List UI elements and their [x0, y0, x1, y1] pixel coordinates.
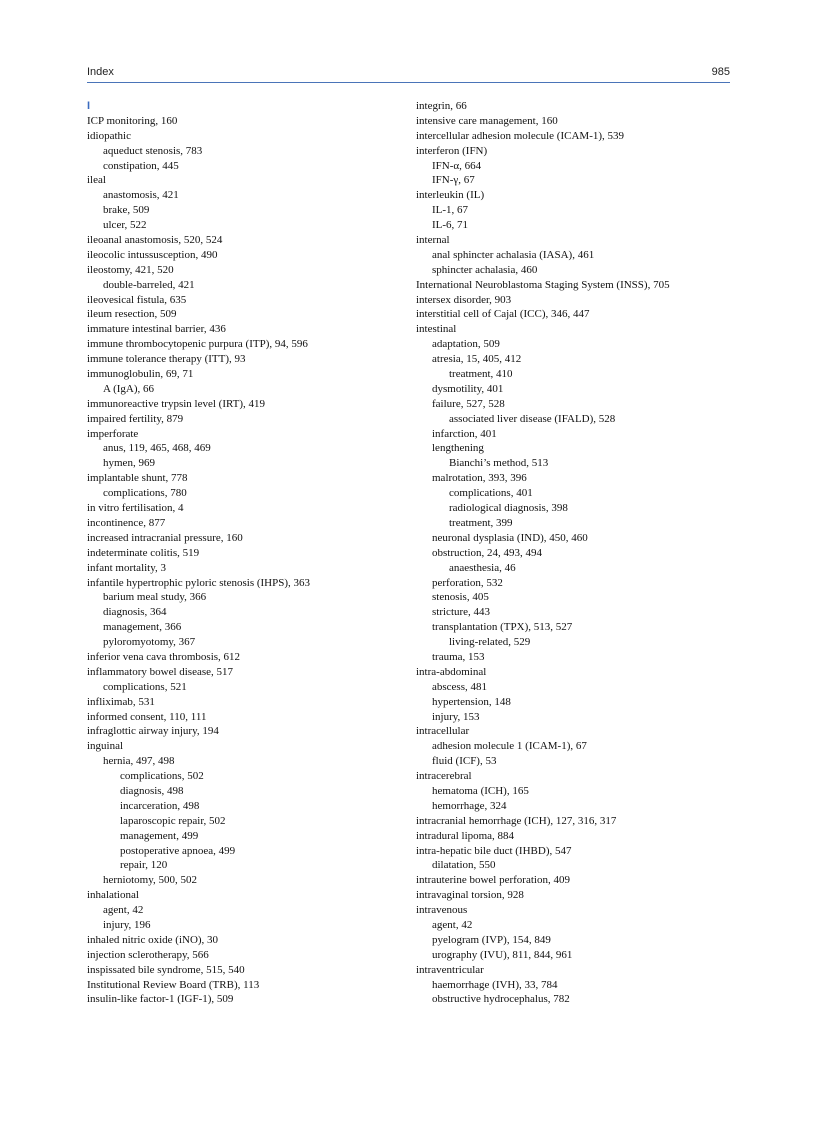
index-entry: informed consent, 110, 111: [87, 710, 207, 723]
index-entry: complications, 502: [120, 770, 204, 783]
index-entry: ileal: [87, 174, 106, 187]
index-entry: anastomosis, 421: [103, 189, 179, 202]
index-entry: injury, 153: [432, 710, 480, 723]
index-entry: trauma, 153: [432, 650, 485, 663]
index-entry: Bianchi’s method, 513: [449, 457, 549, 470]
index-entry: transplantation (TPX), 513, 527: [432, 621, 573, 634]
index-entry: dilatation, 550: [432, 859, 496, 872]
index-entry: ileocolic intussusception, 490: [87, 248, 218, 261]
index-entry: International Neuroblastoma Staging System (INSS), 705: [416, 278, 670, 291]
index-entry: ICP monitoring, 160: [87, 114, 178, 127]
index-entry: obstruction, 24, 493, 494: [432, 546, 542, 559]
index-entry: perforation, 532: [432, 576, 503, 589]
index-entry: inhaled nitric oxide (iNO), 30: [87, 933, 219, 946]
index-entry: stenosis, 405: [432, 591, 489, 604]
index-entry: inguinal: [87, 740, 124, 753]
index-entry: brake, 509: [103, 204, 150, 217]
index-entry: constipation, 445: [103, 159, 179, 172]
index-entry: IFN-α, 664: [432, 159, 482, 172]
index-entry: infant mortality, 3: [87, 561, 167, 574]
index-entry: indeterminate colitis, 519: [87, 546, 200, 559]
index-entry: treatment, 410: [449, 368, 513, 381]
index-entry: postoperative apnoea, 499: [120, 844, 236, 857]
index-entry: hematoma (ICH), 165: [432, 784, 529, 797]
index-entry: insulin-like factor-1 (IGF-1), 509: [87, 993, 234, 1006]
index-entry: aqueduct stenosis, 783: [103, 144, 203, 157]
index-entry: A (IgA), 66: [103, 382, 155, 395]
index-entry: diagnosis, 498: [120, 784, 184, 797]
index-entry: herniotomy, 500, 502: [103, 874, 197, 887]
index-entry: intraventricular: [416, 963, 484, 976]
index-entry: failure, 527, 528: [432, 397, 505, 410]
index-entry: intra-hepatic bile duct (IHBD), 547: [416, 844, 572, 857]
index-entry: ileostomy, 421, 520: [87, 263, 174, 276]
index-entry: in vitro fertilisation, 4: [87, 502, 184, 515]
index-entry: stricture, 443: [432, 606, 491, 619]
index-entry: interleukin (IL): [416, 189, 485, 202]
index-entry: interstitial cell of Cajal (ICC), 346, 447: [416, 308, 590, 321]
index-entry: sphincter achalasia, 460: [432, 263, 538, 276]
index-entry: intersex disorder, 903: [416, 293, 512, 306]
index-column-left: [87, 99, 397, 1007]
index-entry: inspissated bile syndrome, 515, 540: [87, 963, 245, 976]
index-entry: injection sclerotherapy, 566: [87, 948, 209, 961]
index-entry: inhalational: [87, 889, 139, 902]
index-entry: agent, 42: [103, 904, 144, 917]
index-entry: complications, 401: [449, 487, 533, 500]
index-entry: anus, 119, 465, 468, 469: [103, 442, 211, 455]
index-entry: pyloromyotomy, 367: [103, 636, 196, 649]
section-letter: I: [87, 100, 91, 112]
index-entry: implantable shunt, 778: [87, 472, 188, 485]
index-entry: injury, 196: [103, 918, 151, 931]
index-entry: immature intestinal barrier, 436: [87, 323, 226, 336]
index-entry: ileum resection, 509: [87, 308, 177, 321]
index-entry: immune thrombocytopenic purpura (ITP), 94, 596: [87, 338, 308, 351]
index-entry: complications, 780: [103, 487, 187, 500]
index-entry: complications, 521: [103, 680, 187, 693]
index-entry: diagnosis, 364: [103, 606, 167, 619]
index-entry: inferior vena cava thrombosis, 612: [87, 650, 241, 663]
index-entry: atresia, 15, 405, 412: [432, 353, 522, 366]
index-entry: immune tolerance therapy (ITT), 93: [87, 353, 246, 366]
index-entry: treatment, 399: [449, 516, 513, 529]
index-entry: urography (IVU), 811, 844, 961: [432, 948, 573, 961]
index-entry: pyelogram (IVP), 154, 849: [432, 933, 551, 946]
index-entry: fluid (ICF), 53: [432, 755, 497, 768]
index-entry: imperforate: [87, 427, 139, 440]
index-entry: intracerebral: [416, 770, 472, 783]
page-number: 985: [711, 66, 730, 78]
index-entry: intra-abdominal: [416, 665, 487, 678]
index-entry: lengthening: [432, 442, 484, 455]
index-entry: immunoreactive trypsin level (IRT), 419: [87, 397, 266, 410]
index-entry: hypertension, 148: [432, 695, 511, 708]
index-entry: hemorrhage, 324: [432, 799, 507, 812]
index-entry: adaptation, 509: [432, 338, 500, 351]
index-entry: hymen, 969: [103, 457, 155, 470]
header-rule: [87, 82, 730, 83]
index-entry: ileoanal anastomosis, 520, 524: [87, 234, 223, 247]
index-entry: obstructive hydrocephalus, 782: [432, 993, 570, 1006]
index-entry: intestinal: [416, 323, 457, 336]
index-entry: IL-6, 71: [432, 219, 469, 232]
index-entry: repair, 120: [120, 859, 168, 872]
index-entry: infantile hypertrophic pyloric stenosis (IHPS), 363: [87, 576, 311, 589]
index-entry: intracranial hemorrhage (ICH), 127, 316, 317: [416, 814, 617, 827]
index-entry: anal sphincter achalasia (IASA), 461: [432, 248, 595, 261]
index-entry: intercellular adhesion molecule (ICAM-1), 539: [416, 129, 625, 142]
index-entry: intensive care management, 160: [416, 114, 558, 127]
index-entry: abscess, 481: [432, 680, 487, 693]
index-entry: double-barreled, 421: [103, 278, 195, 291]
index-entry: intrauterine bowel perforation, 409: [416, 874, 570, 887]
index-entry: haemorrhage (IVH), 33, 784: [432, 978, 558, 991]
index-entry: Institutional Review Board (TRB), 113: [87, 978, 260, 991]
index-entry: neuronal dysplasia (IND), 450, 460: [432, 531, 588, 544]
index-entry: immunoglobulin, 69, 71: [87, 368, 194, 381]
index-column-right: [416, 99, 730, 1007]
index-entry: laparoscopic repair, 502: [120, 814, 226, 827]
index-entry: hernia, 497, 498: [103, 755, 175, 768]
index-entry: dysmotility, 401: [432, 382, 504, 395]
index-entry: IL-1, 67: [432, 204, 469, 217]
index-entry: living-related, 529: [449, 636, 531, 649]
index-entry: infraglottic airway injury, 194: [87, 725, 219, 738]
index-entry: increased intracranial pressure, 160: [87, 531, 243, 544]
index-entry: barium meal study, 366: [103, 591, 207, 604]
index-entry: inflammatory bowel disease, 517: [87, 665, 234, 678]
running-head-title: Index: [87, 66, 114, 78]
index-entry: adhesion molecule 1 (ICAM-1), 67: [432, 740, 587, 753]
index-entry: internal: [416, 234, 450, 247]
index-entry: intravenous: [416, 904, 468, 917]
index-entry: incarceration, 498: [120, 799, 200, 812]
index-entry: malrotation, 393, 396: [432, 472, 527, 485]
index-entry: ileovesical fistula, 635: [87, 293, 187, 306]
index-entry: idiopathic: [87, 129, 131, 142]
index-entry: intradural lipoma, 884: [416, 829, 515, 842]
index-entry: management, 499: [120, 829, 199, 842]
index-entry: radiological diagnosis, 398: [449, 502, 568, 515]
index-entry: management, 366: [103, 621, 182, 634]
index-entry: interferon (IFN): [416, 144, 488, 157]
index-entry: ulcer, 522: [103, 219, 147, 232]
index-entry: intravaginal torsion, 928: [416, 889, 524, 902]
index-entry: incontinence, 877: [87, 516, 166, 529]
index-entry: IFN-γ, 67: [432, 174, 475, 187]
index-entry: integrin, 66: [416, 100, 467, 112]
index-entry: infliximab, 531: [87, 695, 155, 708]
index-entry: anaesthesia, 46: [449, 561, 516, 574]
index-entry: agent, 42: [432, 918, 473, 931]
index-entry: intracellular: [416, 725, 470, 738]
index-entry: impaired fertility, 879: [87, 412, 184, 425]
index-entry: infarction, 401: [432, 427, 497, 440]
index-entry: associated liver disease (IFALD), 528: [449, 412, 616, 425]
